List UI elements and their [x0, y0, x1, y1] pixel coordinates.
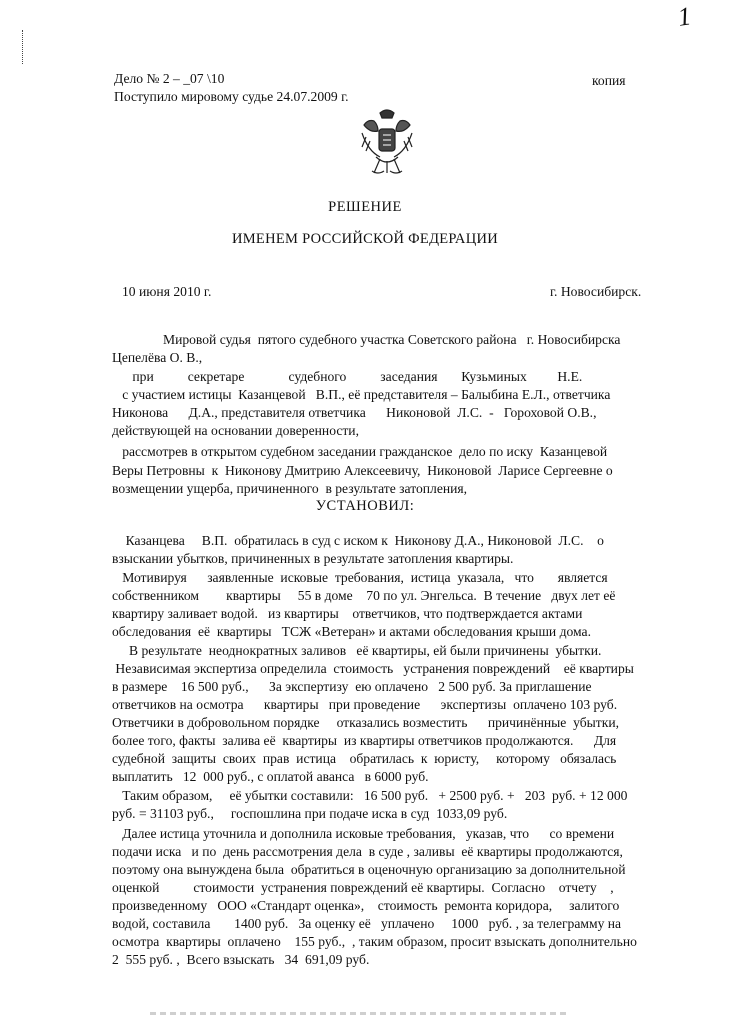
body-line: поэтому она вынуждена была обратиться в оценочную организацию за дополнительной [112, 862, 626, 877]
copy-label: копия [592, 73, 626, 88]
intro-line: рассмотрев в открытом судебном заседании гражданское дело по иску Казанцевой [112, 444, 608, 459]
body-line: 2 555 руб. , Всего взыскать 34 691,09 руб. [112, 952, 370, 967]
page-number: 1 [675, 1, 693, 32]
body-line: ответчиков на осмотра квартиры при проведение экспертизы оплачено 103 руб. [112, 697, 618, 712]
decision-date: 10 июня 2010 г. [122, 284, 212, 299]
section-heading-established: УСТАНОВИЛ: [315, 498, 415, 514]
body-line: подачи иска и по день рассмотрения дела в суде , заливы её квартиры продолжаются, [112, 844, 623, 859]
body-line: судебной защиты своих прав истица обратилась к юристу, которому обязалась [112, 751, 617, 766]
body-line: водой, составила 1400 руб. За оценку её уплачено 1000 руб. , за телеграмму на [112, 916, 622, 931]
body-line: Таким образом, её убытки составили: 16 500 руб. + 2500 руб. + 203 руб. + 12 000 [112, 788, 628, 803]
intro-line: Цепелёва О. В., [112, 350, 203, 365]
body-line: собственником квартиры 55 в доме 70 по ул. Энгельса. В течение двух лет её [112, 588, 616, 603]
intro-line: Мировой судья пятого судебного участка Советского района г. Новосибирска [112, 332, 621, 347]
body-line: в размере 16 500 руб., За экспертизу ею оплачено 2 500 руб. За приглашение [112, 679, 592, 694]
intro-line: возмещении ущерба, причиненного в результате затопления, [112, 481, 468, 496]
document-subtitle: ИМЕНЕМ РОССИЙСКОЙ ФЕДЕРАЦИИ [231, 231, 499, 247]
body-line: оценкой стоимости устранения повреждений её квартиры. Согласно отчету , [112, 880, 614, 895]
body-line: Мотивируя заявленные исковые требования, истица указала, что является [112, 570, 608, 585]
body-line: Ответчики в добровольном порядке отказались возместить причинённые убытки, [112, 715, 619, 730]
body-line: произведенному ООО «Стандарт оценка», стоимость ремонта коридора, залитого [112, 898, 620, 913]
body-line: более того, факты залива её квартиры из квартиры ответчиков продолжаются. Для [112, 733, 617, 748]
body-line: Казанцева В.П. обратилась в суд с иском к Никонову Д.А., Никоновой Л.С. о [112, 533, 604, 548]
coat-of-arms-emblem [356, 107, 418, 179]
margin-punch-mark [22, 30, 26, 64]
body-line: Независимая экспертиза определила стоимость устранения повреждений её квартиры [112, 661, 634, 676]
body-line: В результате неоднократных заливов её квартиры, ей были причинены убытки. [112, 643, 602, 658]
document-title: РЕШЕНИЕ [328, 199, 402, 215]
received-date: Поступило мировому судье 24.07.2009 г. [114, 89, 349, 104]
body-line: Далее истица уточнила и дополнила исковые требования, указав, что со времени [112, 826, 615, 841]
body-line: взыскании убытков, причиненных в результате затопления квартиры. [112, 551, 514, 566]
body-line: руб. = 31103 руб., госпошлина при подаче иска в суд 1033,09 руб. [112, 806, 508, 821]
intro-line: при секретаре судебного заседания Кузьминых Н.Е. [112, 369, 583, 384]
intro-line: Веры Петровны к Никонову Дмитрию Алексеевичу, Никоновой Ларисе Сергеевне о [112, 463, 613, 478]
intro-line: с участием истицы Казанцевой В.П., её представителя – Балыбина Е.Л., ответчика [112, 387, 611, 402]
decision-city: г. Новосибирск. [550, 284, 642, 299]
body-line: квартиру заливает водой. из квартиры ответчиков, что подтверждается актами [112, 606, 583, 621]
next-page-bleed-through [150, 1012, 570, 1015]
body-line: обследования её квартиры ТСЖ «Ветеран» и актами обследования крыши дома. [112, 624, 591, 639]
case-number: Дело № 2 – _07 \10 [114, 71, 225, 86]
intro-line: действующей на основании доверенности, [112, 423, 359, 438]
intro-line: Никонова Д.А., представителя ответчика Никоновой Л.С. - Гороховой О.В., [112, 405, 597, 420]
body-line: выплатить 12 000 руб., с оплатой аванса в 6000 руб. [112, 769, 429, 784]
body-line: осмотра квартиры оплачено 155 руб., , таким образом, просит взыскать дополнительно [112, 934, 637, 949]
